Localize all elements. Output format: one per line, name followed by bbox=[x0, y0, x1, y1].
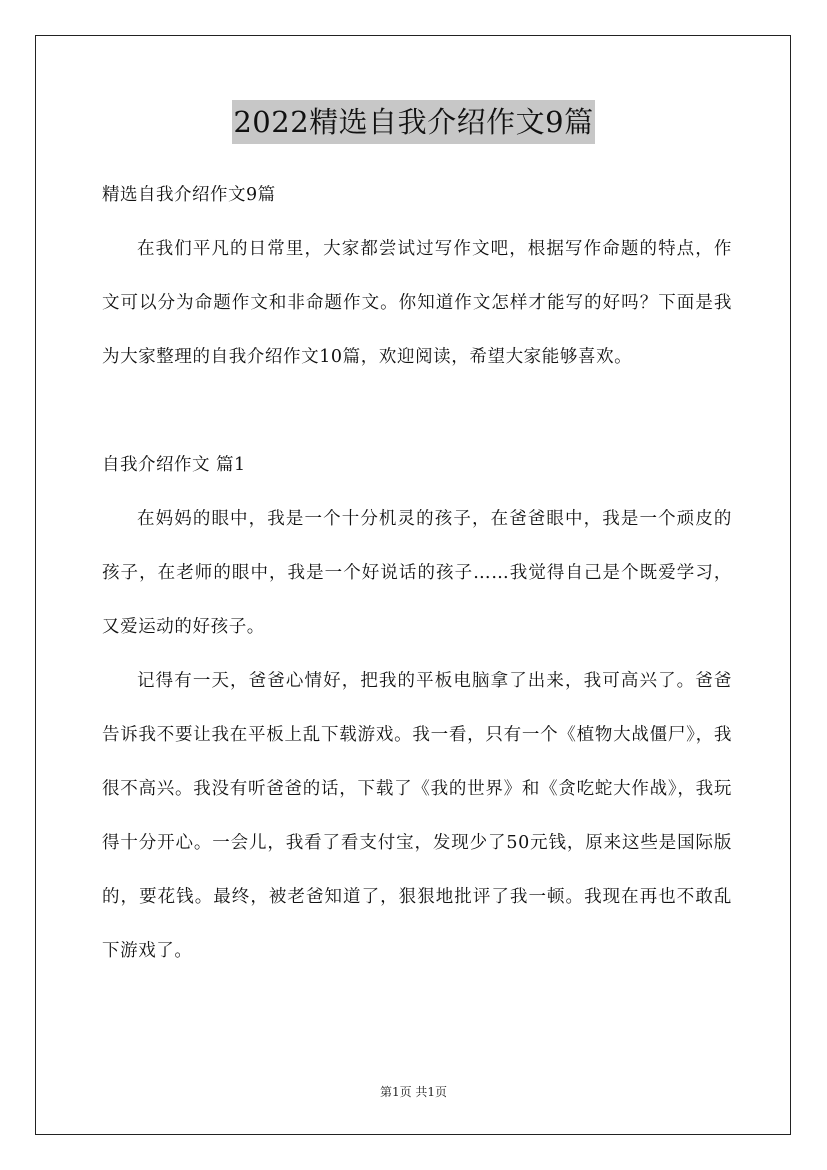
page-footer bbox=[0, 1082, 827, 1102]
document-body bbox=[102, 168, 732, 978]
title-container bbox=[0, 100, 827, 144]
section-paragraph-2: 记得有一天，爸爸心情好，把我的平板电脑拿了出来，我可高兴了。爸爸告诉我不要让我在平板上乱下载游戏。我一看，只有一个《植物大战僵尸》，我很不高兴。我没有听爸爸的话，下载了《我的世界》和《贪吃蛇大作战》，我玩得十分开心。一会儿，我看了看支付宝，发现少了50元钱，原来这些是国际版的，要花钱。最终，被老爸知道了，狠狠地批评了我一顿。我现在再也不敢乱下游戏了。 bbox=[102, 671, 732, 961]
document-title: 2022精选自我介绍作文9篇 bbox=[232, 100, 594, 144]
section-paragraph-1: 在妈妈的眼中，我是一个十分机灵的孩子，在爸爸眼中，我是一个顽皮的孩子，在老师的眼中，我是一个好说话的孩子……我觉得自己是个既爱学习，又爱运动的好孩子。 bbox=[102, 509, 732, 637]
section-heading: 自我介绍作文 篇1 bbox=[102, 455, 246, 475]
page-number: 第1页 共1页 bbox=[379, 1085, 448, 1099]
document-subtitle: 精选自我介绍作文9篇 bbox=[102, 185, 276, 205]
intro-paragraph: 在我们平凡的日常里，大家都尝试过写作文吧，根据写作命题的特点，作文可以分为命题作文和非命题作文。你知道作文怎样才能写的好吗？下面是我为大家整理的自我介绍作文10篇，欢迎阅读，希望大家能够喜欢。 bbox=[102, 239, 732, 367]
section-spacer bbox=[102, 384, 732, 438]
